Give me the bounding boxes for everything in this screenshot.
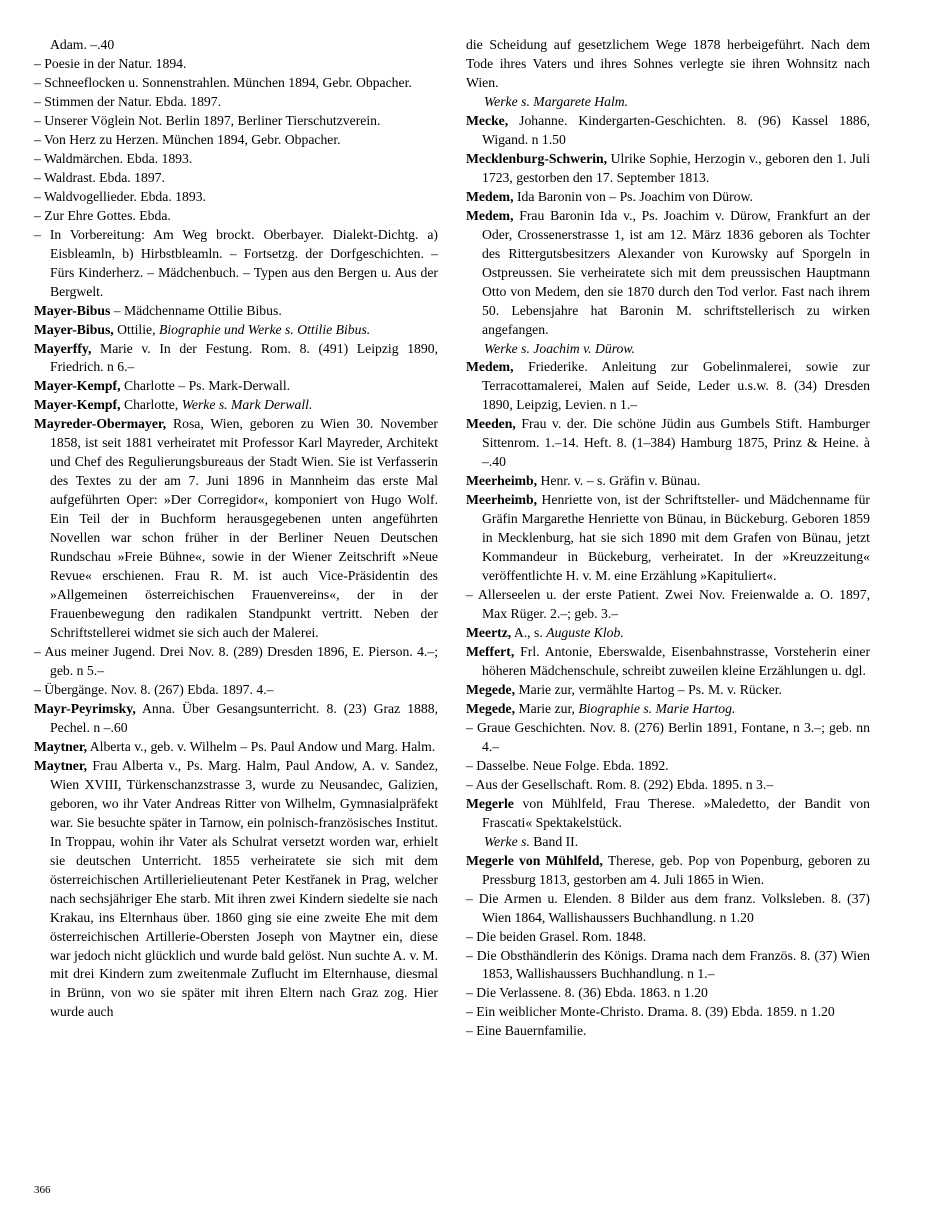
left-column-entry: – Poesie in der Natur. 1894. xyxy=(34,55,187,71)
left-column-entry: Mayerffy, Marie v. In der Festung. Rom. 8. (491) Leipzig 1890, Friedrich. n 6.– xyxy=(34,340,438,375)
left-column-entry: Maytner, Frau Alberta v., Ps. Marg. Halm, Paul Andow, A. v. Sandez, Wien XVIII, Türkenschanzstrasse 3, wurde zu Neusandec, Galizien, geboren, wo ihr Vater Andreas Ritter von Wilhelm, Gymnasialpräfekt war. Sie besuchte später in Tarnow, ein polnisch-französisches Institut. In Troppau, wohin ihr Vater als Schulrat versetzt worden war, erhielt sie deutschen Unterricht. 1855 verheiratete sie sich mit dem österreichischen Artillerielieutenant Peter Kestřanek in Prag, welcher nach sechsjähriger Ehe starb. Mit ihren zwei Kindern siedelte sie nach Krakau, ins Elternhaus über. 1860 ging sie eine zweite Ehe mit dem österreichischen Artillerie-Obersten Joseph von Maytner ein, diese war jedoch nicht glücklich und wurde bald gelöst. Nun suchte A. v. M. mit drei Kindern zum zweitenmale Zuflucht im Elternhause, diesmal in Brünn, von wo sie später mit ihren Eltern nach Graz zog. Hier wurde auch xyxy=(34,757,438,1020)
right-column-entry: – Die Verlassene. 8. (36) Ebda. 1863. n 1.20 xyxy=(466,985,708,1001)
right-column-entry: – Aus der Gesellschaft. Rom. 8. (292) Ebda. 1895. n 3.– xyxy=(466,776,774,792)
left-column-entry: – Schneeflocken u. Sonnenstrahlen. München 1894, Gebr. Obpacher. xyxy=(34,74,412,90)
right-column-entry: Medem, Friederike. Anleitung zur Gobelinmalerei, sowie zur Terracottamalerei, Malen auf Seide, Leder u.s.w. 8. (34) Dresden 1890, Leipzig, Levien. n 1.– xyxy=(466,359,870,413)
two-column-layout xyxy=(34,36,901,1041)
right-column-entry: – Die beiden Grasel. Rom. 1848. xyxy=(466,928,647,944)
left-column-entry: Maytner, Alberta v., geb. v. Wilhelm – Ps. Paul Andow und Marg. Halm. xyxy=(34,738,436,754)
right-column-entry: Werke s. Band II. xyxy=(484,833,579,849)
right-column-entry: Mecke, Johanne. Kindergarten-Geschichten. 8. (96) Kassel 1886, Wigand. n 1.50 xyxy=(466,112,870,147)
right-column-entry: – Dasselbe. Neue Folge. Ebda. 1892. xyxy=(466,757,669,773)
right-column-entry: Megede, Marie zur, Biographie s. Marie Hartog. xyxy=(466,700,736,716)
page-number: 366 xyxy=(34,1184,51,1196)
left-column-entry: – In Vorbereitung: Am Weg brockt. Oberbayer. Dialekt-Dichtg. a) Eisbleamln, b) Hirbstbleamln. – Fortsetzg. der Dorfgeschichten. – Fürs Kinderherz. – Mädchenbuch. – Typen aus den Bergen u. Aus der Bergwelt. xyxy=(34,226,438,299)
right-column-entry: – Ein weiblicher Monte-Christo. Drama. 8. (39) Ebda. 1859. n 1.20 xyxy=(466,1004,835,1020)
left-column-entry: Adam. –.40 xyxy=(50,37,115,52)
left-column-entry: – Stimmen der Natur. Ebda. 1897. xyxy=(34,93,222,109)
right-column-entry: Meertz, A., s. Auguste Klob. xyxy=(466,625,624,641)
right-column-entry: – Allerseelen u. der erste Patient. Zwei Nov. Freienwalde a. O. 1897, Max Rüger. 2.–; geb. 3.– xyxy=(466,587,870,622)
right-column-entry: – Eine Bauernfamilie. xyxy=(466,1023,587,1039)
right-column-entry: Meeden, Frau v. der. Die schöne Jüdin aus Gumbels Stift. Hamburger Sittenrom. 1.–14. Heft. 8. (1–384) Hamburg 1875, Prinz & Heine. à –.40 xyxy=(466,416,870,470)
left-column-entry: – Waldvogellieder. Ebda. 1893. xyxy=(34,188,206,204)
left-column-entry: Mayer-Bibus – Mädchenname Ottilie Bibus. xyxy=(34,302,282,318)
right-column-entry: die Scheidung auf gesetzlichem Wege 1878 herbeigeführt. Nach dem Tode ihres Vaters und ihres Sohnes verlegte sie ihren Wohnsitz nach Wien. xyxy=(466,37,870,90)
right-column-entry: – Die Armen u. Elenden. 8 Bilder aus dem franz. Volksleben. 8. (37) Wien 1864, Wallishaussers Buchhandlung. n 1.20 xyxy=(466,890,870,925)
right-text-column xyxy=(466,36,870,1041)
right-column-entry: Mecklenburg-Schwerin, Ulrike Sophie, Herzogin v., geboren den 1. Juli 1723, gestorben den 17. September 1813. xyxy=(466,150,870,185)
left-column-entry: – Waldmärchen. Ebda. 1893. xyxy=(34,150,193,166)
left-column-entry: – Aus meiner Jugend. Drei Nov. 8. (289) Dresden 1896, E. Pierson. 4.–; geb. n 5.– xyxy=(34,644,438,678)
left-column-entry: – Unserer Vöglein Not. Berlin 1897, Berliner Tierschutzverein. xyxy=(34,112,381,128)
right-column-entry: Megerle von Mühlfeld, Therese, geb. Pop von Popenburg, geboren zu Pressburg 1813, gestorben am 4. Juli 1865 in Wien. xyxy=(466,852,870,887)
right-column-entry: Medem, Ida Baronin von – Ps. Joachim von Dürow. xyxy=(466,188,753,204)
right-column-entry: Werke s. Joachim v. Dürow. xyxy=(484,340,635,356)
left-column-entry: Mayer-Bibus, Ottilie, Biographie und Werke s. Ottilie Bibus. xyxy=(34,321,371,337)
right-column-entry: Werke s. Margarete Halm. xyxy=(484,93,629,109)
right-column-entry: Medem, Frau Baronin Ida v., Ps. Joachim v. Dürow, Frankfurt an der Oder, Crossenerstrasse 1, ist am 12. März 1836 geboren als Tochter des Rittergutsbesitzers Alexander von Kurowsky auf Sporgeln in Ostpreussen. Sie verheiratete sich mit dem preussischen Hauptmann Otto von Medem, den sie 1870 durch den Tod verlor. Fast nach ihrem 50. Lebensjahre hat Baronin M. schriftstellerisch zu wirken angefangen. xyxy=(466,207,870,337)
left-column-entry: – Übergänge. Nov. 8. (267) Ebda. 1897. 4.– xyxy=(34,681,274,697)
right-column-entry: – Die Obsthändlerin des Königs. Drama nach dem Französ. 8. (37) Wien 1853, Wallishaussers Buchhandlung. n 1.– xyxy=(466,947,870,982)
right-column-entry: Meffert, Frl. Antonie, Eberswalde, Eisenbahnstrasse, Vorsteherin einer höheren Mädchenschule, schreibt zuweilen kleine Erzählungen u. dgl. xyxy=(466,644,870,678)
right-column-entry: – Graue Geschichten. Nov. 8. (276) Berlin 1891, Fontane, n 3.–; geb. nn 4.– xyxy=(466,719,870,754)
right-column-entry: Megerle von Mühlfeld, Frau Therese. »Maledetto, der Bandit von Frascati« Spektakelstück. xyxy=(466,795,870,830)
right-column-entry: Meerheimb, Henriette von, ist der Schriftsteller- und Mädchenname für Gräfin Margarethe Henriette von Bünau, in Bückeburg. Geboren 1859 in Mecklenburg, hat sie sich 1890 mit dem Grafen von Bünau, jetzt Kommandeur in Bückeburg, verheiratet. In der »Kreuzzeitung« veröffentlichte H. v. M. eine Erzählung »Kapituliert«. xyxy=(466,492,870,584)
left-column-entry: – Waldrast. Ebda. 1897. xyxy=(34,169,165,185)
left-column-entry: Mayr-Peyrimsky, Anna. Über Gesangsunterricht. 8. (23) Graz 1888, Pechel. n –.60 xyxy=(34,700,438,735)
left-column-entry: Mayer-Kempf, Charlotte, Werke s. Mark Derwall. xyxy=(34,397,313,413)
left-column-entry: – Zur Ehre Gottes. Ebda. xyxy=(34,207,171,223)
left-column-entry: Mayreder-Obermayer, Rosa, Wien, geboren zu Wien 30. November 1858, ist seit 1881 verheiratet mit Professor Karl Mayreder, Architekt und Chef des Regulierungsbureaus der Stadt Wien. Sie ist Verfasserin des Textes zu der am 7. Juni 1896 in Mannheim das erste Mal aufgeführten Oper: »Der Corregidor«, komponiert von Hugo Wolf. Ein Teil der in Buchform herausgegebenen unten angeführten Novellen war schon früher in der Berliner Neuen Deutschen Rundschau »Freie Bühne«, sowie in der Wiener Zeitschrift »Neue Revue« erschienen. Frau R. M. ist auch Vice-Präsidentin des »Allgemeinen österreichischen Frauenvereins«, der in der Frauenbewegung den radikalen Standpunkt vertritt. Neben der Schriftstellerei widmet sie sich auch der Malerei. xyxy=(34,416,438,641)
left-text-column xyxy=(34,36,438,1022)
left-column-entry: Mayer-Kempf, Charlotte – Ps. Mark-Derwall. xyxy=(34,378,291,394)
left-column-entry: – Von Herz zu Herzen. München 1894, Gebr. Obpacher. xyxy=(34,131,341,147)
right-column-entry: Meerheimb, Henr. v. – s. Gräfin v. Bünau. xyxy=(466,473,701,489)
right-column-entry: Megede, Marie zur, vermählte Hartog – Ps. M. v. Rücker. xyxy=(466,681,782,697)
